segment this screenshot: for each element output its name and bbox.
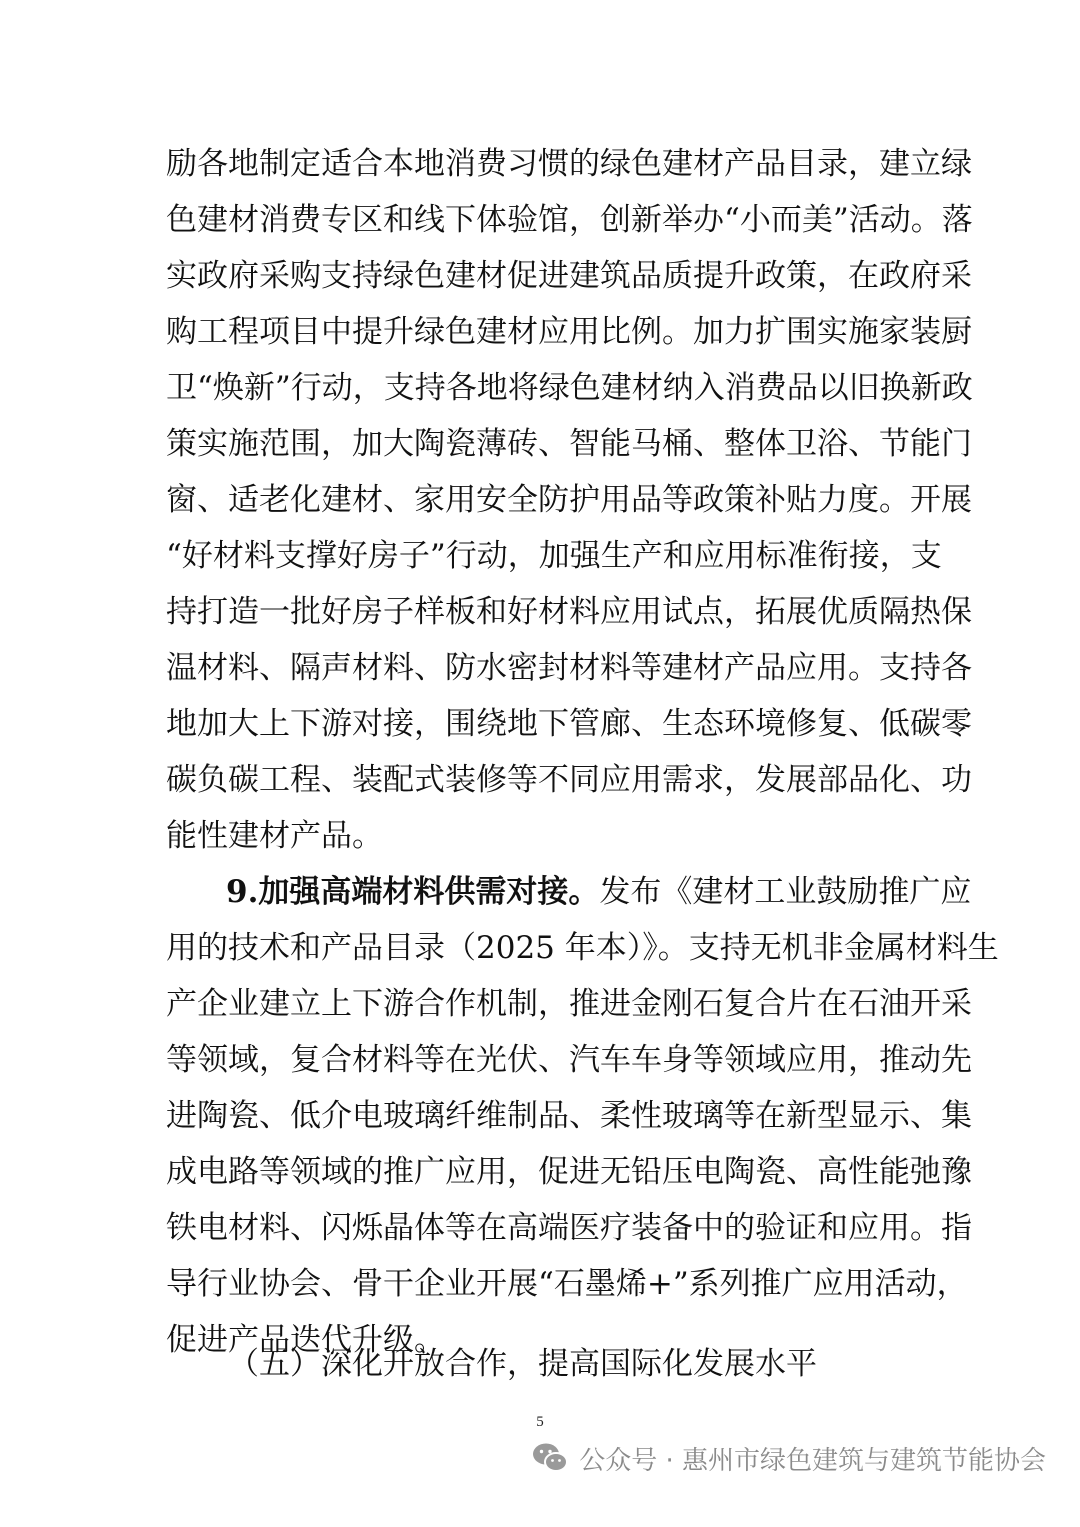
text-line: 促进产品迭代升级。: [166, 1322, 445, 1358]
watermark-text: 公众号 · 惠州市绿色建筑与建筑节能协会: [579, 1445, 1046, 1476]
body-text: [166, 136, 999, 1368]
text-line: 卫“焕新”行动，支持各地将绿色建材纳入消费品以旧换新政: [166, 370, 973, 406]
item9-first-line: [166, 864, 972, 920]
text-line: 成电路等领域的推广应用，促进无铅压电陶瓷、高性能弛豫: [166, 1154, 972, 1190]
text-line: 铁电材料、闪烁晶体等在高端医疗装备中的验证和应用。指: [166, 1210, 972, 1246]
text-line: 地加大上下游对接，围绕地下管廊、生态环境修复、低碳零: [166, 706, 972, 742]
text-line: 持打造一批好房子样板和好材料应用试点，拓展优质隔热保: [166, 594, 972, 630]
text-line: 产企业建立上下游合作机制，推进金刚石复合片在石油开采: [166, 986, 972, 1022]
text-line: 进陶瓷、低介电玻璃纤维制品、柔性玻璃等在新型显示、集: [166, 1098, 972, 1134]
item9-first-rest: 发布《建材工业鼓励推广应: [599, 874, 972, 910]
text-line: 能性建材产品。: [166, 818, 383, 854]
text-line: 温材料、隔声材料、防水密封材料等建材产品应用。支持各: [166, 650, 972, 686]
text-line: 策实施范围，加大陶瓷薄砖、智能马桶、整体卫浴、节能门: [166, 426, 972, 462]
text-line: 窗、适老化建材、家用安全防护用品等政策补贴力度。开展: [166, 482, 972, 518]
text-line: “好材料支撑好房子”行动，加强生产和应用标准衔接，支: [166, 538, 942, 574]
item9-title: 9.加强高端材料供需对接。: [226, 874, 600, 910]
text-line: 购工程项目中提升绿色建材应用比例。加力扩围实施家装厨: [166, 314, 972, 350]
text-line: 碳负碳工程、装配式装修等不同应用需求，发展部品化、功: [166, 762, 972, 798]
text-line: 色建材消费专区和线下体验馆，创新举办“小而美”活动。落: [166, 202, 973, 238]
text-line: 实政府采购支持绿色建材促进建筑品质提升政策，在政府采: [166, 258, 972, 294]
text-line: 用的技术和产品目录（2025 年本）》。支持无机非金属材料生: [166, 930, 999, 966]
watermark: [531, 1438, 1046, 1478]
section-heading: （五）深化开放合作，提高国际化发展水平: [228, 1346, 817, 1382]
text-line: 励各地制定适合本地消费习惯的绿色建材产品目录，建立绿: [166, 146, 972, 182]
page-number: 5: [536, 1414, 544, 1430]
wechat-icon: [531, 1441, 569, 1475]
text-line: 等领域，复合材料等在光伏、汽车车身等领域应用，推动先: [166, 1042, 972, 1078]
text-line: 导行业协会、骨干企业开展“石墨烯+”系列推广应用活动，: [166, 1266, 968, 1302]
